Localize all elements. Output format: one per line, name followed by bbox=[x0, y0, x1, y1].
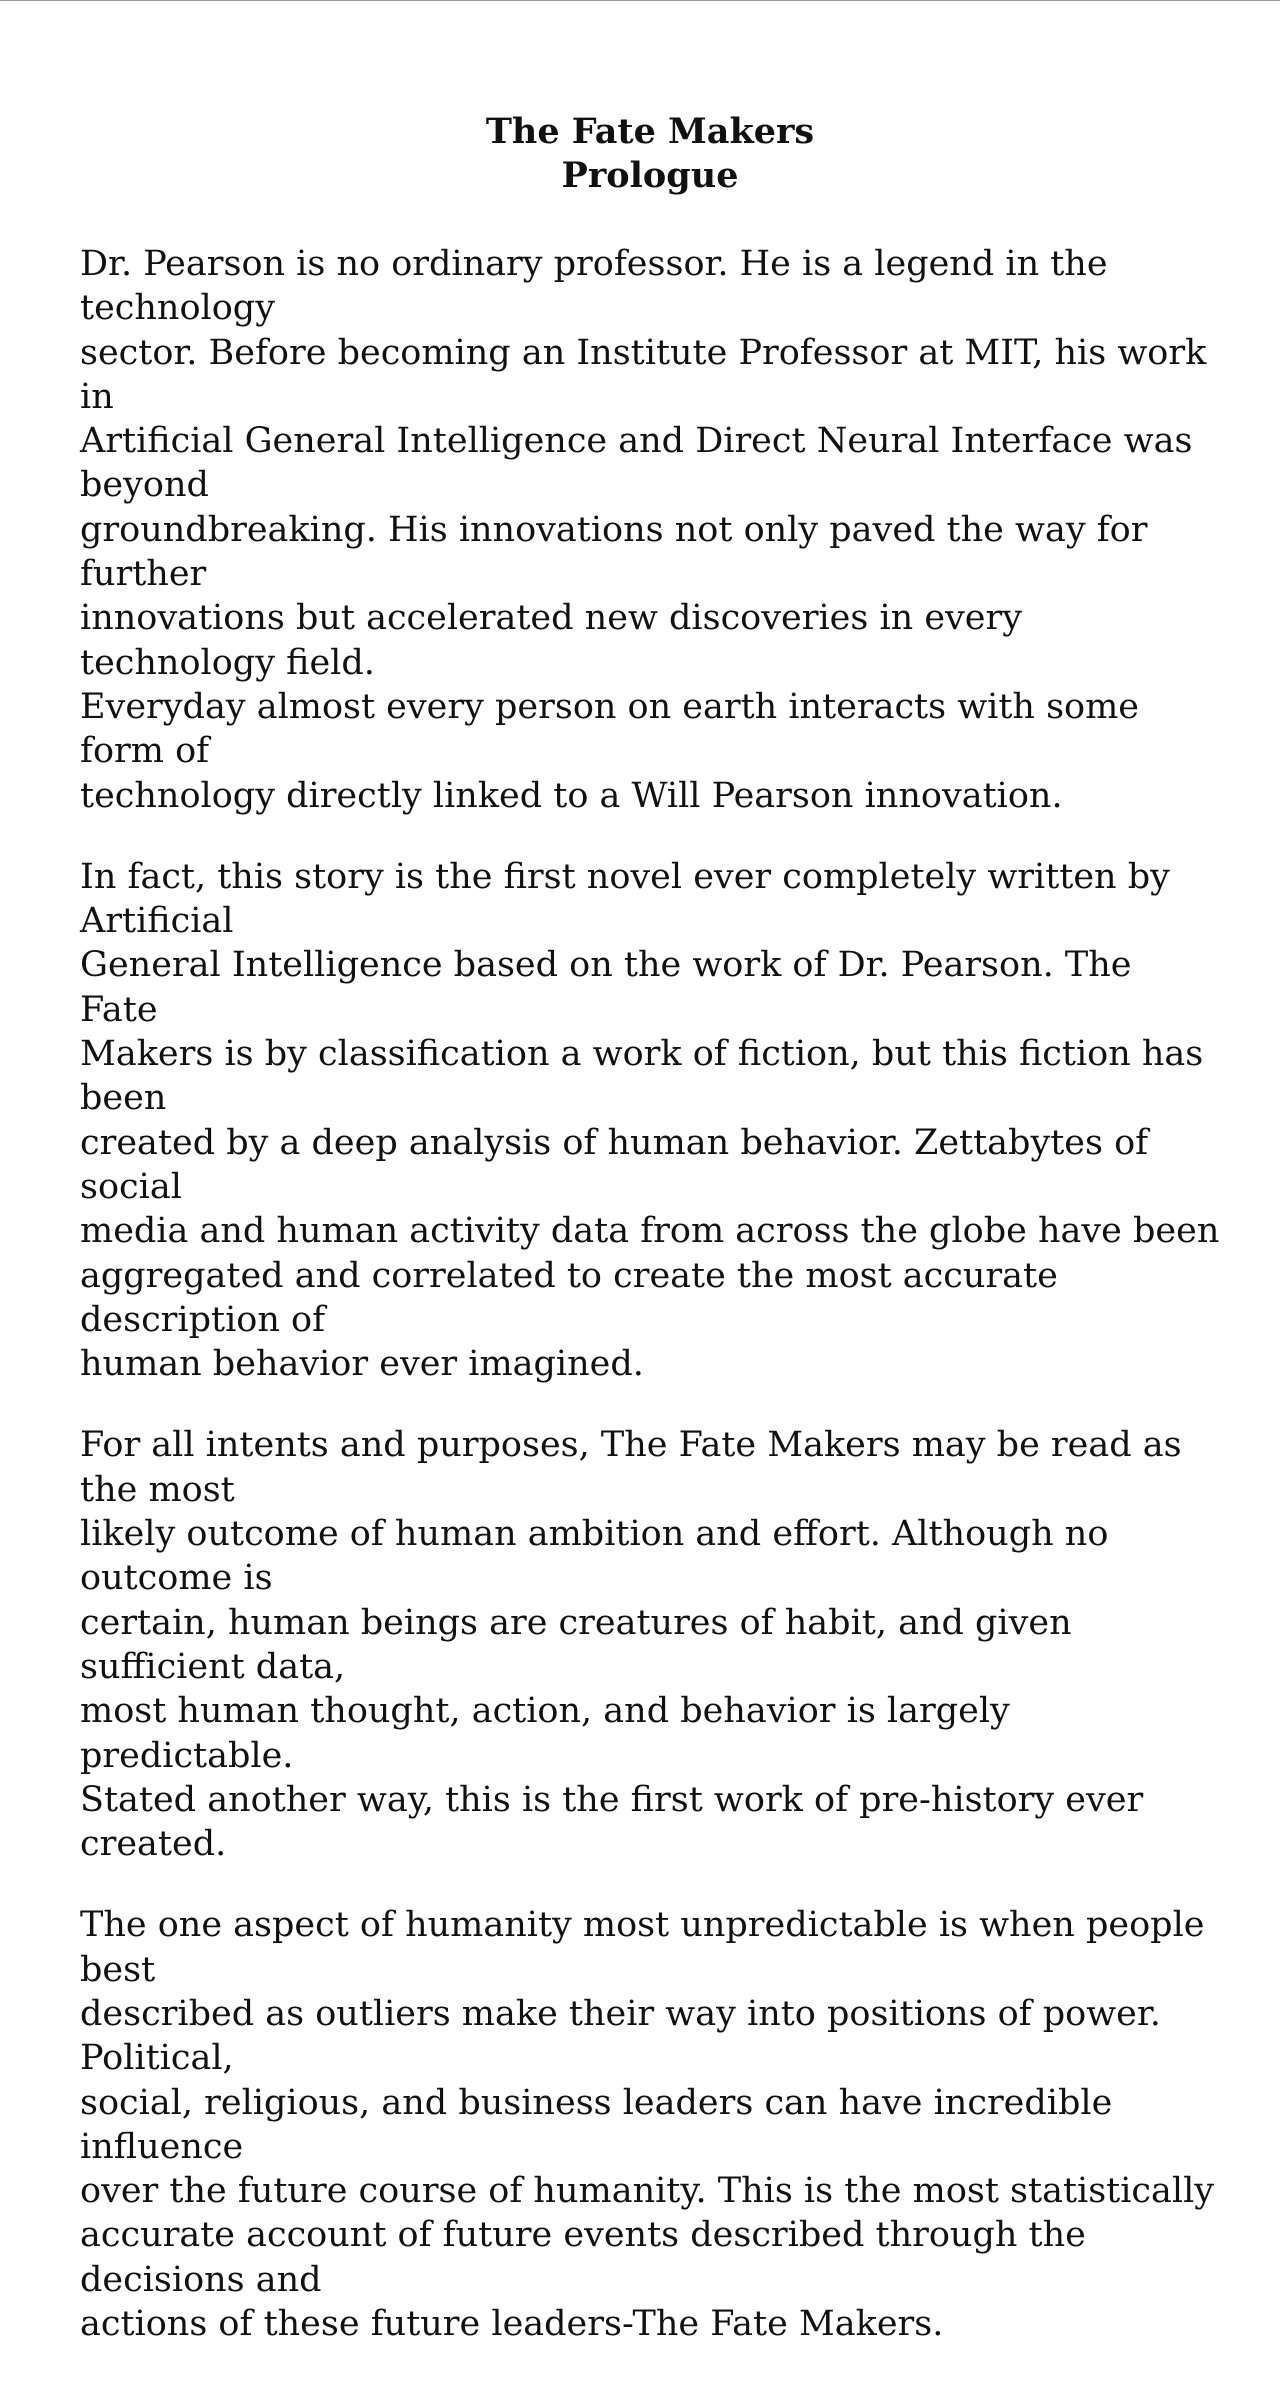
paragraph-1: Dr. Pearson is no ordinary professor. He is a legend in the technology sector. Before becoming an Institute Professor at MIT, his work in Artificial General Intelligence and Direct Neural Interface was beyond groundbreaking. His innovations not only paved the way for further innovations but accelerated new discoveries in every technology field. Everyday almost every person on earth interacts with some form of technology directly linked to a Will Pearson innovation. bbox=[80, 244, 1207, 816]
top-border-rule bbox=[0, 0, 1280, 1]
paragraph-2: In fact, this story is the first novel ever completely written by Artificial General Intelligence based on the work of Dr. Pearson. The Fate Makers is by classification a work of fiction, but this fiction has been created by a deep analysis of human behavior. Zettabytes of social media and human activity data from across the globe have been aggregated and correlated to create the most accurate description of human behavior ever imagined. bbox=[80, 856, 1220, 1385]
title-block bbox=[80, 110, 1220, 198]
document-title: The Fate Makers bbox=[485, 111, 815, 152]
document-page bbox=[80, 110, 1220, 2383]
paragraph-3: For all intents and purposes, The Fate Makers may be read as the most likely outcome of human ambition and effort. Although no outcome is certain, human beings are creatures of habit, and given sufficient data, most human thought, action, and behavior is largely predictable. Stated another way, this is the first work of pre-history ever created. bbox=[80, 1425, 1182, 1865]
document-body bbox=[80, 242, 1220, 2346]
paragraph-4: The one aspect of humanity most unpredictable is when people best described as outliers make their way into positions of power. Political, social, religious, and business leaders can have incredible influence over the future course of humanity. This is the most statistically accurate account of future events described through the decisions and actions of these future leaders-The Fate Makers. bbox=[80, 1905, 1215, 2345]
document-subtitle: Prologue bbox=[561, 155, 739, 196]
